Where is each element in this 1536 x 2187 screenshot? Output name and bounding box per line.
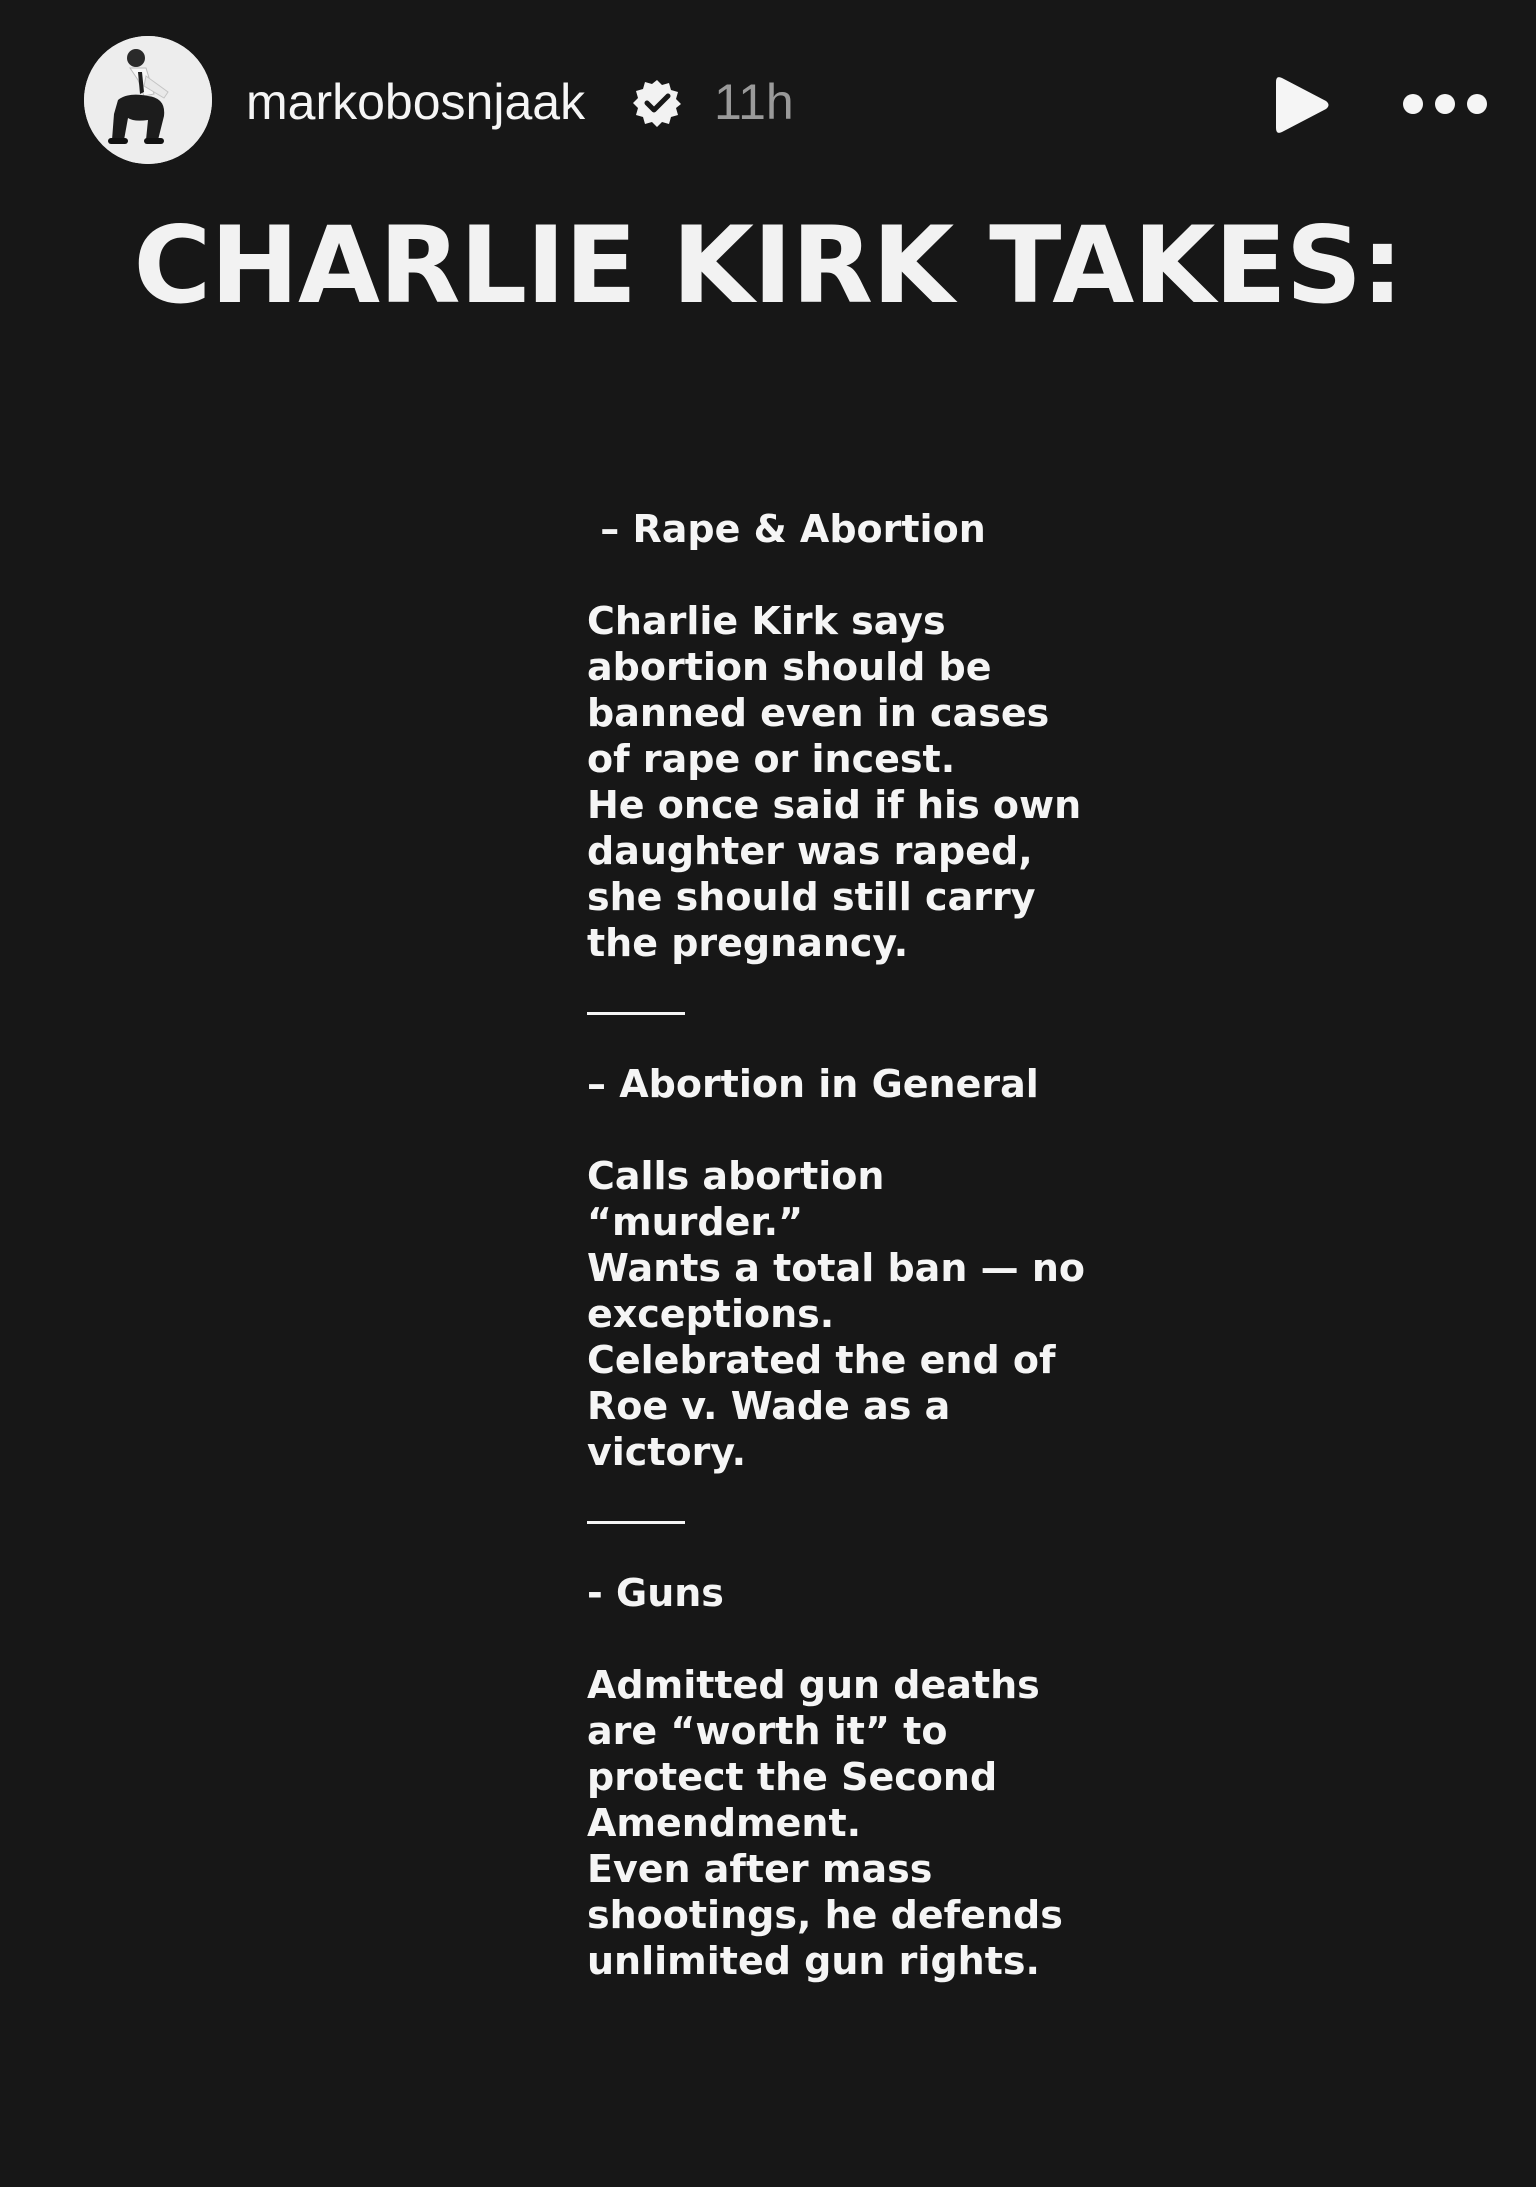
text-line: protect the Second (587, 1755, 998, 1799)
text-line: she should still carry (587, 875, 1036, 919)
text-line: Celebrated the end of (587, 1338, 1056, 1382)
text-line: daughter was raped, (587, 829, 1033, 873)
text-line: exceptions. (587, 1292, 835, 1336)
text-line: victory. (587, 1430, 747, 1474)
divider (587, 1521, 685, 1524)
section-body (587, 598, 1147, 966)
section-body (587, 1662, 1147, 1984)
username[interactable]: markobosnjaak (246, 74, 586, 130)
section-guns (587, 1570, 1147, 1984)
section-heading: - Guns (587, 1571, 724, 1615)
section-abortion-general (587, 1061, 1147, 1475)
text-line: unlimited gun rights. (587, 1939, 1040, 1983)
avatar[interactable] (84, 36, 212, 164)
more-options-icon (1400, 86, 1490, 122)
section-heading: – Abortion in General (587, 1062, 1039, 1106)
text-line: Wants a total ban — no (587, 1246, 1085, 1290)
post-time: 11h (714, 74, 794, 130)
text-line: Calls abortion (587, 1154, 885, 1198)
story-text (587, 506, 1147, 1984)
section-rape-abortion (587, 506, 1147, 966)
story-header (84, 36, 1494, 168)
text-line: are “worth it” to (587, 1709, 948, 1753)
text-line: Amendment. (587, 1801, 862, 1845)
text-line: “murder.” (587, 1200, 804, 1244)
text-line: Admitted gun deaths (587, 1663, 1040, 1707)
verified-badge-icon (632, 78, 682, 128)
play-icon (1272, 72, 1332, 138)
story-title: CHARLIE KIRK TAKES: (133, 204, 1403, 327)
section-body (587, 1153, 1147, 1475)
text-line: banned even in cases (587, 691, 1050, 735)
text-line: abortion should be (587, 645, 992, 689)
text-line: of rape or incest. (587, 737, 956, 781)
text-line: Charlie Kirk says (587, 599, 946, 643)
text-line: Roe v. Wade as a (587, 1384, 951, 1428)
profile-photo (84, 36, 212, 164)
text-line: Even after mass (587, 1847, 933, 1891)
text-line: the pregnancy. (587, 921, 909, 965)
text-line: He once said if his own (587, 783, 1082, 827)
divider (587, 1012, 685, 1015)
text-line: shootings, he defends (587, 1893, 1063, 1937)
section-heading: – Rape & Abortion (587, 507, 986, 551)
play-button[interactable] (1272, 72, 1332, 138)
more-options-button[interactable] (1400, 86, 1490, 122)
